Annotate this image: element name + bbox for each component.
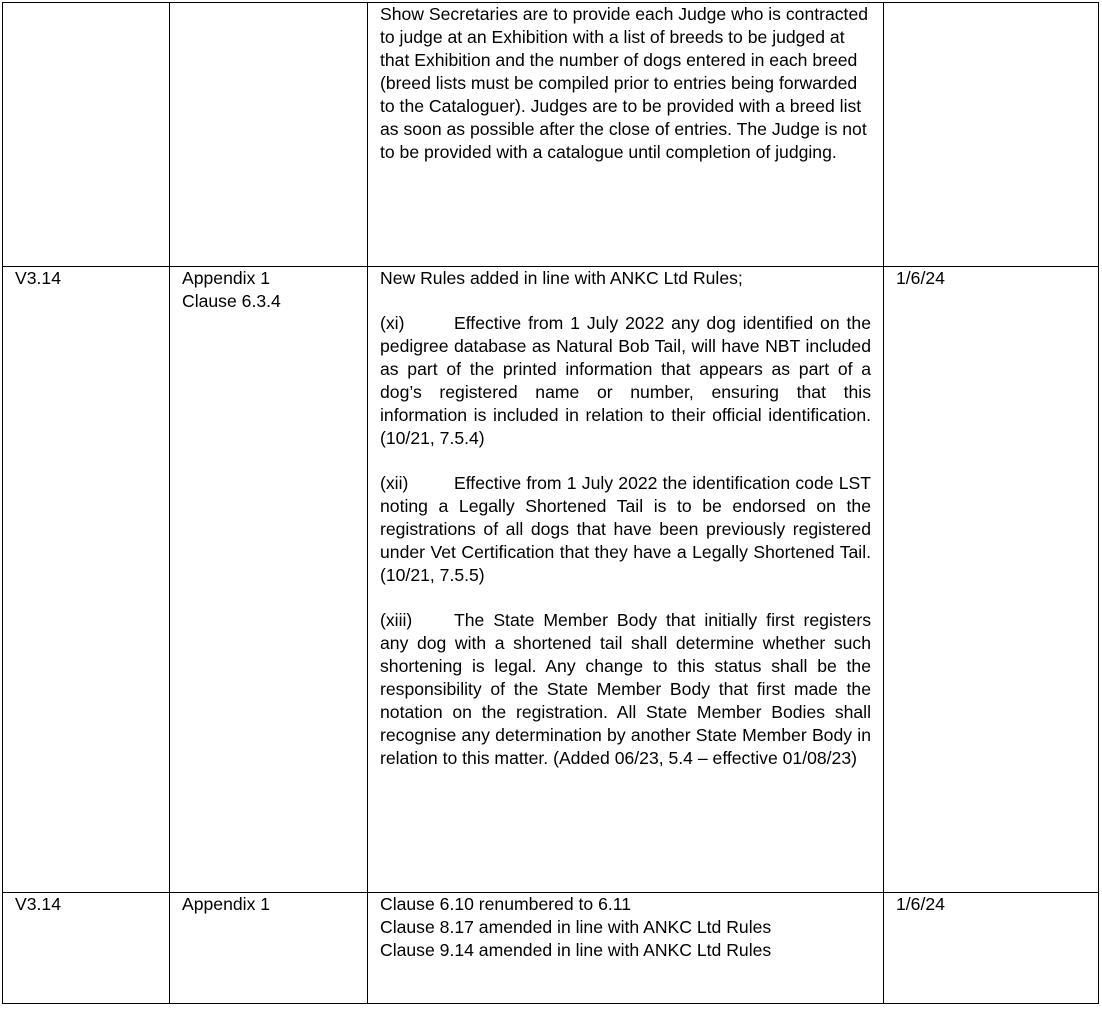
clause-paragraph bbox=[380, 472, 871, 587]
description-intro: New Rules added in line with ANKC Ltd Rules; bbox=[380, 268, 743, 288]
description-line: Clause 6.10 renumbered to 6.11 bbox=[380, 894, 632, 914]
description-line: Clause 9.14 amended in line with ANKC Ltd Rules bbox=[380, 940, 772, 960]
date-cell: 1/6/24 bbox=[884, 893, 1099, 1004]
revision-history-table bbox=[2, 2, 1099, 1004]
version-cell: V3.14 bbox=[3, 267, 170, 893]
description-cell bbox=[368, 267, 884, 893]
version-cell: V3.14 bbox=[3, 893, 170, 1004]
clause-text: Effective from 1 July 2022 the identification code LST noting a Legally Shortened Tail is to be endorsed on the registrations of all dogs that have been previously registered under Vet Certification that they have a Legally Shortened Tail. (10/21, 7.5.5) bbox=[380, 473, 871, 585]
clause-text: The State Member Body that initially first registers any dog with a shortened tail shall determine whether such shortening is legal. Any change to this status shall be the responsibility of the State Member Body that first made the notation on the registration. All State Member Bodies shall recognise any determination by another State Member Body in relation to this matter. (Added 06/23, 5.4 – effective 01/08/23) bbox=[380, 610, 871, 768]
reference-cell: Appendix 1 Clause 6.3.4 bbox=[170, 267, 368, 893]
description-line: Clause 8.17 amended in line with ANKC Ltd Rules bbox=[380, 917, 772, 937]
reference-cell: Appendix 1 bbox=[170, 893, 368, 1004]
clause-label: (xii) bbox=[380, 473, 409, 493]
table-row bbox=[3, 3, 1099, 267]
clause-text: Effective from 1 July 2022 any dog identified on the pedigree database as Natural Bob Tail, will have NBT included as part of the printed information that appears as part of a dog’s registered name or number, ensuring that this information is included in relation to their official identification. (10/21, 7.5.4) bbox=[380, 313, 871, 448]
description-cell bbox=[368, 893, 884, 1004]
description-cell bbox=[368, 3, 884, 267]
table-row bbox=[3, 893, 1099, 1004]
reference-cell bbox=[170, 3, 368, 267]
table-row bbox=[3, 267, 1099, 893]
version-cell bbox=[3, 3, 170, 267]
date-cell: 1/6/24 bbox=[884, 267, 1099, 893]
clause-label: (xi) bbox=[380, 313, 405, 333]
date-cell bbox=[884, 3, 1099, 267]
clause-paragraph bbox=[380, 312, 871, 450]
clause-label: (xiii) bbox=[380, 610, 413, 630]
clause-paragraph bbox=[380, 609, 871, 770]
description-paragraph: Show Secretaries are to provide each Judge who is contracted to judge at an Exhibition with a list of breeds to be judged at that Exhibition and the number of dogs entered in each breed (breed lists must be compiled prior to entries being forwarded to the Cataloguer). Judges are to be provided with a breed list as soon as possible after the close of entries. The Judge is not to be provided with a catalogue until completion of judging. bbox=[380, 4, 869, 162]
